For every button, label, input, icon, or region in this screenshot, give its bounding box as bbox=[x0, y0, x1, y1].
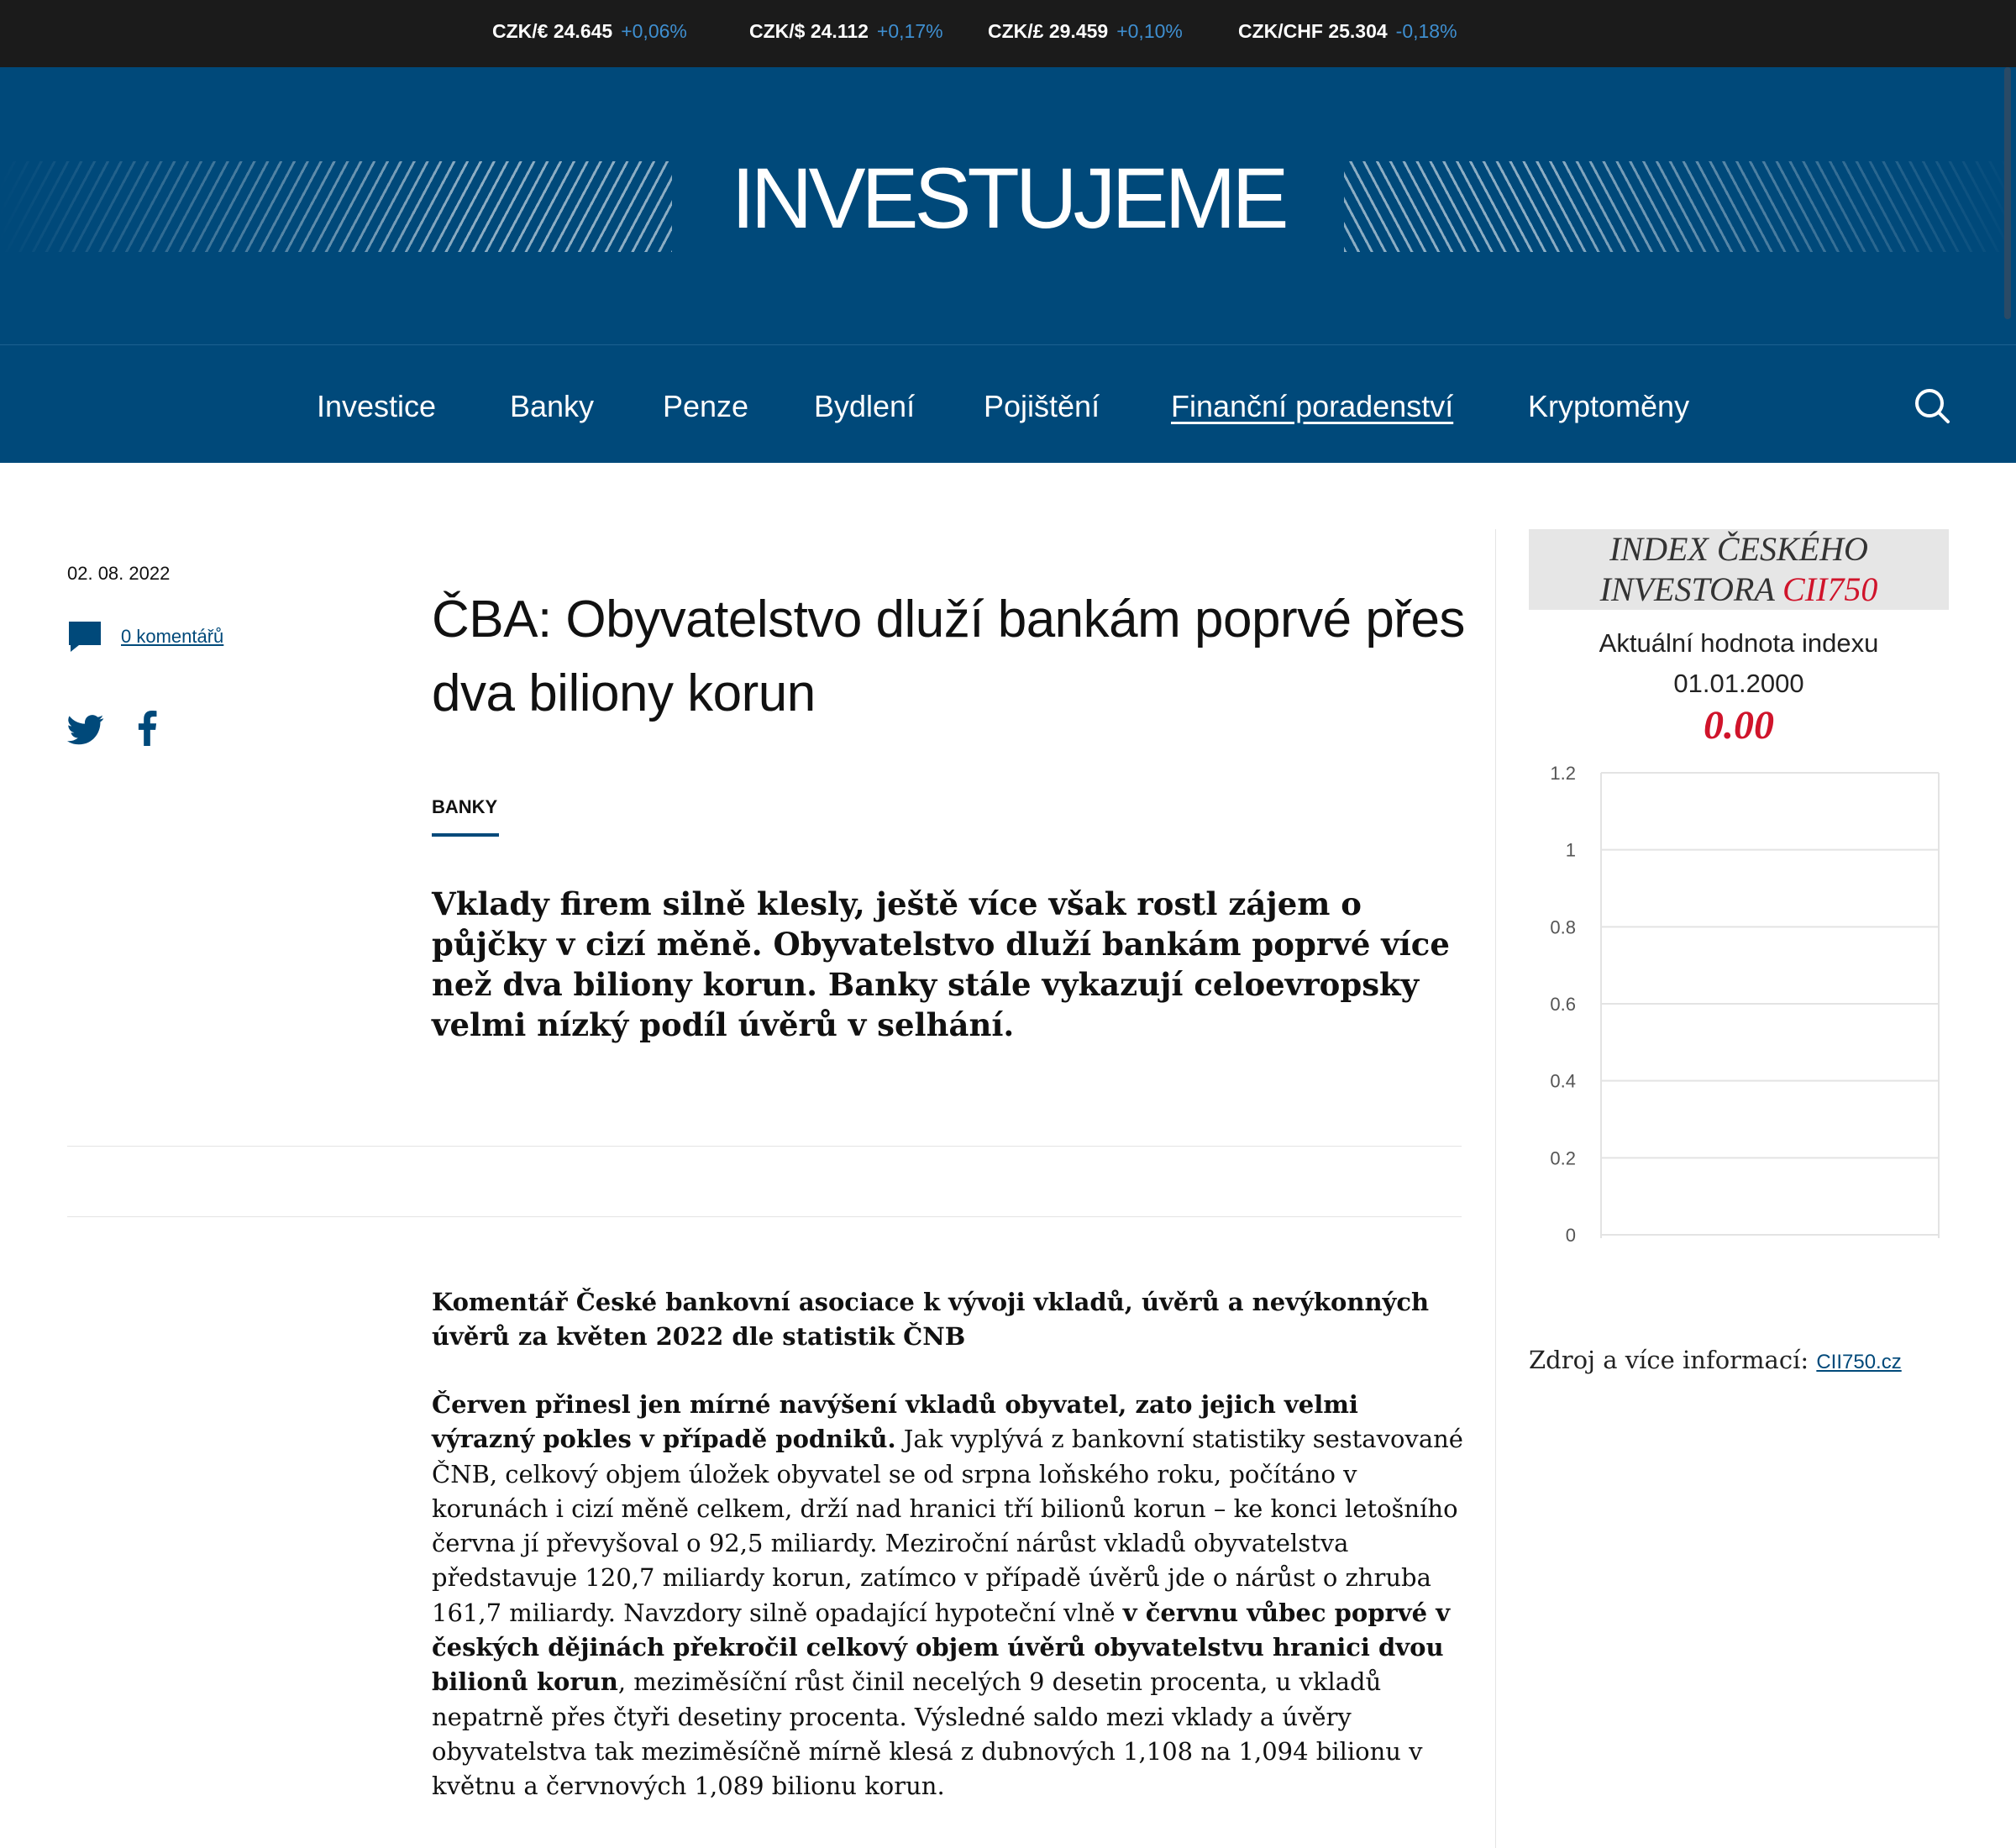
search-icon[interactable] bbox=[1914, 387, 1950, 424]
nav-item-penze[interactable]: Penze bbox=[663, 389, 749, 423]
site-header bbox=[0, 67, 2016, 344]
article-date: 02. 08. 2022 bbox=[67, 563, 171, 584]
chart-y-tick-label: 0 bbox=[1565, 1225, 1576, 1246]
chart-y-tick-label: 0.4 bbox=[1550, 1070, 1576, 1092]
chart-y-tick-label: 0.8 bbox=[1550, 916, 1576, 938]
site-logo[interactable]: INVESTUJEME bbox=[731, 150, 1285, 246]
paragraph-text: Jak vyplývá z bankovní statistiky sestavované ČNB, celkový objem úložek obyvatel se od srpna loňského roku, počítáno v korunách i cizí měně celkem, drží nad hranici tří bilionů korun – ke konci letošního června jí převyšoval o 92,5 miliardy. Meziroční nárůst vkladů obyvatelstva představuje 120,7 miliardy korun, zatímco v případě úvěrů jde o nárůst o zhruba 161,7 miliardy. Navzdory silně opadající hypoteční vlně bbox=[432, 1425, 1463, 1627]
ticker-change: -0,18% bbox=[1395, 20, 1457, 42]
header-decoration bbox=[1344, 161, 2016, 252]
index-widget-header bbox=[1529, 529, 1949, 610]
source-label: Zdroj a více informací: bbox=[1529, 1346, 1817, 1374]
index-title-line1: INDEX ČESKÉHO bbox=[1609, 530, 1868, 568]
chart-y-tick-label: 1.2 bbox=[1550, 763, 1576, 784]
facebook-icon[interactable] bbox=[136, 711, 158, 746]
paragraph-bold: Červen přinesl jen mírné navýšení vkladů obyvatel, zato jejich velmi výrazný pokles v případě podniků. bbox=[432, 1390, 1358, 1454]
ticker-pair: CZK/£ 29.459 bbox=[988, 20, 1109, 42]
chart-grid bbox=[1601, 773, 1939, 1238]
ticker-item bbox=[1238, 20, 1457, 43]
index-subtitle: Aktuální hodnota indexu bbox=[1599, 628, 1879, 658]
ticker-change: +0,17% bbox=[876, 20, 943, 42]
nav-item-pojisteni[interactable]: Pojištění bbox=[984, 389, 1100, 423]
ticker-item bbox=[749, 20, 943, 43]
comments-link[interactable]: 0 komentářů bbox=[121, 626, 224, 647]
divider bbox=[67, 1216, 1462, 1217]
ticker-pair: CZK/€ 24.645 bbox=[492, 20, 613, 42]
source-link[interactable]: CII750.cz bbox=[1816, 1351, 1902, 1373]
index-chart bbox=[1529, 756, 1966, 1260]
chart-y-tick-label: 1 bbox=[1565, 839, 1576, 861]
category-underline bbox=[432, 833, 499, 837]
twitter-icon[interactable] bbox=[67, 714, 104, 746]
header-decoration bbox=[0, 161, 672, 252]
nav-item-financni-poradenstvi[interactable]: Finanční poradenství bbox=[1171, 389, 1454, 423]
ticker-change: +0,06% bbox=[621, 20, 687, 42]
paragraph-bold: v červnu vůbec poprvé v českých dějinách překročil celkový objem úvěrů obyvatelstvu hranici dvou bilionů korun bbox=[432, 1598, 1451, 1697]
sidebar-divider bbox=[1495, 529, 1496, 1848]
comments-link-wrap bbox=[67, 620, 223, 654]
divider bbox=[67, 1146, 1462, 1147]
index-code: CII750 bbox=[1782, 570, 1878, 608]
index-title-line2 bbox=[1529, 570, 1949, 610]
ticker-pair: CZK/$ 24.112 bbox=[749, 20, 869, 42]
chart-y-ticks bbox=[1550, 763, 1576, 1246]
index-title-text: INVESTORA bbox=[1599, 570, 1783, 608]
index-value: 0.00 bbox=[1704, 703, 1774, 748]
article-category[interactable]: BANKY bbox=[432, 796, 498, 817]
ticker-item bbox=[988, 20, 1183, 43]
social-share bbox=[67, 711, 158, 750]
chart-y-tick-label: 0.6 bbox=[1550, 994, 1576, 1015]
paragraph-text: , meziměsíční růst činil necelých 9 desetin procenta, u vkladů nepatrně přes čtyři desetiny procenta. Výsledné saldo mezi vklady a úvěry obyvatelstva tak meziměsíčně mírně klesá z dubnových 1,108 na 1,094 bilionu v květnu a červnových 1,089 bilionu korun. bbox=[432, 1667, 1423, 1801]
nav-item-bydleni[interactable]: Bydlení bbox=[814, 389, 916, 423]
comment-icon bbox=[67, 620, 102, 654]
source-info bbox=[1529, 1346, 1902, 1374]
chart-y-tick-label: 0.2 bbox=[1550, 1147, 1576, 1169]
article-title: ČBA: Obyvatelstvo dluží bankám poprvé přes dva biliony korun bbox=[432, 591, 1465, 722]
nav-item-banky[interactable]: Banky bbox=[510, 389, 595, 423]
article-perex: Vklady firem silně klesly, ještě více však rostl zájem o půjčky v cizí měně. Obyvatelstvo dluží bankám poprvé více než dva biliony korun. Banky stále vykazují celoevropsky velmi nízký podíl úvěrů v selhání. bbox=[432, 885, 1450, 1043]
nav-item-kryptomeny[interactable]: Kryptoměny bbox=[1528, 389, 1690, 423]
ticker-change: +0,10% bbox=[1116, 20, 1183, 42]
main-nav bbox=[0, 344, 2016, 463]
ticker-item bbox=[492, 20, 687, 43]
article-paragraph bbox=[432, 1388, 1465, 1804]
page-scrollbar[interactable] bbox=[2004, 67, 2011, 319]
article-lead: Komentář České bankovní asociace k vývoji vkladů, úvěrů a nevýkonných úvěrů za květen 2022 dle statistik ČNB bbox=[432, 1288, 1430, 1351]
ticker-pair: CZK/CHF 25.304 bbox=[1238, 20, 1388, 42]
nav-item-investice[interactable]: Investice bbox=[317, 389, 437, 423]
currency-ticker bbox=[0, 0, 2016, 67]
index-date: 01.01.2000 bbox=[1673, 669, 1804, 698]
